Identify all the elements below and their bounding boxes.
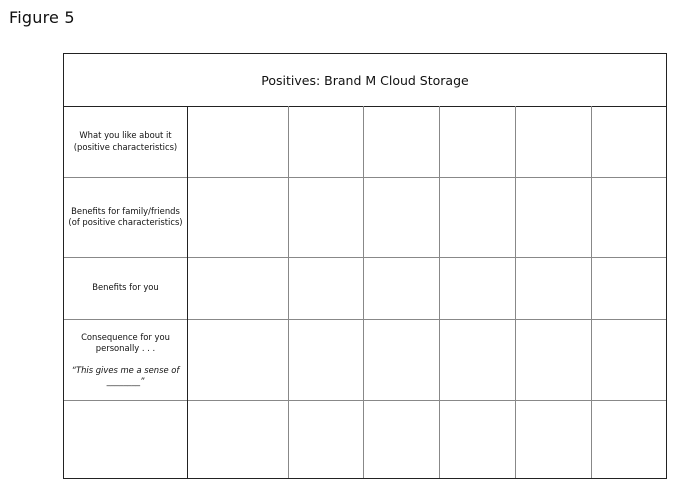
row-header-prompt: “This gives me a sense of (71, 364, 180, 375)
row-header-consequence (64, 319, 188, 400)
table-cell[interactable] (440, 177, 516, 257)
table-cell[interactable] (516, 400, 592, 478)
table-cell[interactable] (188, 319, 289, 400)
table-cell[interactable] (289, 400, 364, 478)
ladder-table (63, 53, 667, 479)
row-header-line: (of positive characteristics) (68, 217, 183, 227)
row-header-prompt-blank: ________” (106, 376, 145, 386)
table-row (64, 319, 666, 401)
row-header-benefits-family (64, 177, 188, 257)
table-row (64, 106, 666, 178)
row-header-line: Benefits for you (92, 282, 159, 293)
table-cell[interactable] (188, 177, 289, 257)
table-cell[interactable] (289, 106, 364, 177)
table-cell[interactable] (592, 177, 665, 257)
table-cell[interactable] (440, 257, 516, 319)
table-cell[interactable] (289, 177, 364, 257)
table-cell[interactable] (592, 106, 665, 177)
table-cell[interactable] (440, 400, 516, 478)
table-cell[interactable] (440, 106, 516, 177)
table-cell[interactable] (516, 319, 592, 400)
table-row (64, 257, 666, 320)
table-grid (64, 106, 666, 478)
row-header-line: personally . . . (95, 343, 156, 353)
table-cell[interactable] (188, 106, 289, 177)
table-cell[interactable] (188, 257, 289, 319)
table-cell[interactable] (516, 177, 592, 257)
table-cell[interactable] (364, 106, 440, 177)
table-cell[interactable] (188, 400, 289, 478)
row-header-likes (64, 106, 188, 177)
table-cell[interactable] (516, 257, 592, 319)
table-cell[interactable] (592, 400, 665, 478)
row-header-line: Consequence for you (81, 331, 170, 342)
row-header-benefits-you (64, 257, 188, 319)
row-header-empty (64, 400, 188, 478)
table-title: Positives: Brand M Cloud Storage (64, 54, 666, 107)
table-cell[interactable] (364, 400, 440, 478)
row-header-line: What you like about it (79, 130, 172, 140)
row-header-line: (positive characteristics) (73, 141, 178, 152)
table-row (64, 177, 666, 258)
table-cell[interactable] (516, 106, 592, 177)
table-cell[interactable] (592, 257, 665, 319)
table-row (64, 400, 666, 478)
row-header-line: Benefits for family/friends (71, 205, 180, 216)
table-cell[interactable] (289, 319, 364, 400)
table-cell[interactable] (592, 319, 665, 400)
table-cell[interactable] (364, 319, 440, 400)
table-cell[interactable] (440, 319, 516, 400)
table-cell[interactable] (289, 257, 364, 319)
table-cell[interactable] (364, 257, 440, 319)
figure-label: Figure 5 (9, 8, 75, 27)
table-cell[interactable] (364, 177, 440, 257)
